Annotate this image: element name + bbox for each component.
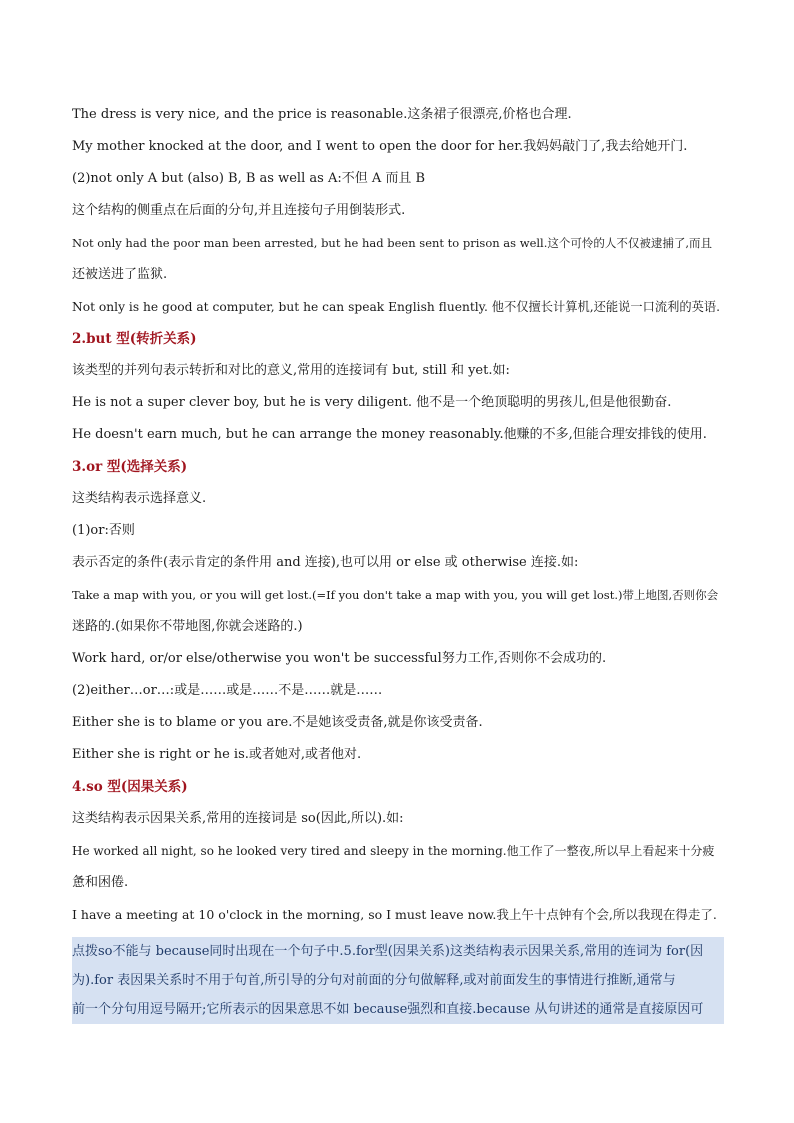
example-sentence: The dress is very nice, and the price is reasonable.这条裙子很漂亮,价格也合理. xyxy=(72,107,572,122)
explanation-text: 这个结构的侧重点在后面的分句,并且连接句子用倒装形式. xyxy=(72,203,406,218)
example-sentence-continued: 还被送进了监狱. xyxy=(72,267,168,282)
explanation-text: 这类结构表示选择意义. xyxy=(72,491,207,506)
subheading: (1)or:否则 xyxy=(72,523,135,538)
tip-note-line: 前一个分句用逗号隔开;它所表示的因果意思不如 because强烈和直接.because 从句讲述的通常是直接原因可 xyxy=(72,1002,704,1017)
section-heading-but: 2.but 型(转折关系) xyxy=(72,331,197,347)
example-sentence: Not only is he good at computer, but he can speak English fluently. 他不仅擅长计算机,还能说一口流利的英语. xyxy=(72,300,721,314)
example-sentence: He worked all night, so he looked very tired and sleepy in the morning.他工作了一整夜,所以早上看起来十分疲 xyxy=(72,844,715,858)
explanation-text: 表示否定的条件(表示肯定的条件用 and 连接),也可以用 or else 或 otherwise 连接.如: xyxy=(72,555,579,570)
tip-note-box xyxy=(72,937,724,1024)
example-sentence: Either she is to blame or you are.不是她该受责备,就是你该受责备. xyxy=(72,715,483,730)
example-sentence: Either she is right or he is.或者她对,或者他对. xyxy=(72,747,362,762)
subheading: (2)either…or…:或是……或是……不是……就是…… xyxy=(72,683,383,698)
explanation-text: 该类型的并列句表示转折和对比的意义,常用的连接词有 but, still 和 yet.如: xyxy=(72,363,510,378)
example-sentence: Take a map with you, or you will get lost.(=If you don't take a map with you, you will get lost.)带上地图,否则你会 xyxy=(72,588,719,602)
example-sentence: He doesn't earn much, but he can arrange the money reasonably.他赚的不多,但能合理安排钱的使用. xyxy=(72,427,707,442)
example-sentence: My mother knocked at the door, and I went to open the door for her.我妈妈敲门了,我去给她开门. xyxy=(72,139,688,154)
document-body xyxy=(72,99,724,1024)
subheading: (2)not only A but (also) B, B as well as A:不但 A 而且 B xyxy=(72,171,426,186)
section-heading-so: 4.so 型(因果关系) xyxy=(72,779,188,795)
tip-note-line: 点拨so不能与 because同时出现在一个句子中.5.for型(因果关系)这类结构表示因果关系,常用的连词为 for(因 xyxy=(72,944,704,959)
example-sentence-continued: 迷路的.(如果你不带地图,你就会迷路的.) xyxy=(72,619,303,634)
tip-note-line: 为).for 表因果关系时不用于句首,所引导的分句对前面的分句做解释,或对前面发生的事情进行推断,通常与 xyxy=(72,973,676,988)
example-sentence-continued: 惫和困倦. xyxy=(72,875,129,890)
example-sentence: Work hard, or/or else/otherwise you won't be successful努力工作,否则你不会成功的. xyxy=(72,651,607,666)
example-sentence: Not only had the poor man been arrested, but he had been sent to prison as well.这个可怜的人不仅被逮捕了,而且 xyxy=(72,236,713,250)
explanation-text: 这类结构表示因果关系,常用的连接词是 so(因此,所以).如: xyxy=(72,811,404,826)
example-sentence: I have a meeting at 10 o'clock in the morning, so I must leave now.我上午十点钟有个会,所以我现在得走了. xyxy=(72,907,717,922)
example-sentence: He is not a super clever boy, but he is very diligent. 他不是一个绝顶聪明的男孩儿,但是他很勤奋. xyxy=(72,395,672,410)
section-heading-or: 3.or 型(选择关系) xyxy=(72,459,188,475)
